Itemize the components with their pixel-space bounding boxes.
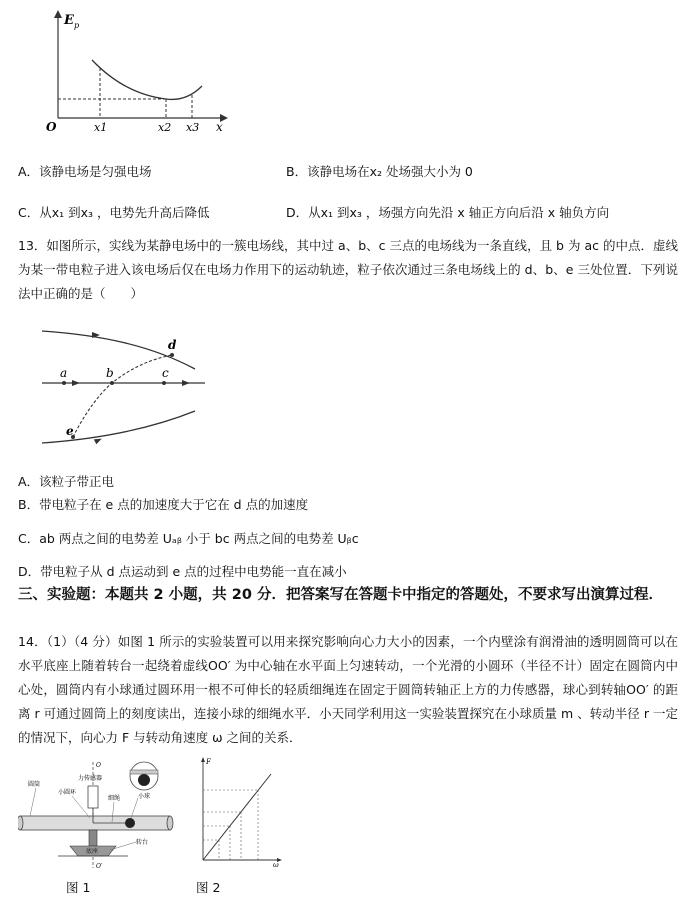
label-base: 底座 [86, 848, 99, 855]
potential-energy-graph [30, 8, 230, 138]
q14-stem: 14．（1）（4 分）如图 1 所示的实验装置可以用来探究影响向心力大小的因素，一个内壁涂有润滑油的透明圆筒可以在水平底座上随着转台一起绕着虚线OO′ 为中心轴在水平面上匀速转动，一个光滑的小圆环（半径不计）固定在圆筒内中心处，圆筒内有小球通过圆环用一根不可伸长的轻质细绳连在固定于圆筒转轴正上方的力传感器，球心到转轴OO′ 的距离 r 可通过圆筒上的刻度读出，连接小球的细绳水平．小天同学利用这一实验装置探究在小球质量 m 、转动半径 r 一定的情况下，向心力 F 与转动角速度 ω 之间的关系． [18, 634, 678, 745]
label-sensor: 力传感器 [78, 775, 103, 782]
q12-option-d: D．从x₁ 到x₃ ，场强方向先沿 x 轴正方向后沿 x 轴负方向 [286, 205, 610, 220]
q12-option-c: C．从x₁ 到x₃ ，电势先升高后降低 [18, 205, 210, 220]
fig2-y-label: F [206, 758, 211, 766]
figure-1-caption: 图 1 [66, 880, 91, 895]
q13-option-d: D．带电粒子从 d 点运动到 e 点的过程中电势能一直在减小 [18, 564, 347, 579]
y-axis-sub: p [74, 21, 80, 30]
tick-x3: x3 [186, 121, 200, 134]
q13-option-c: C．ab 两点之间的电势差 Uₐᵦ 小于 bc 两点之间的电势差 Uᵦc [18, 531, 359, 546]
label-c: c [162, 366, 169, 380]
force-omega-graph [193, 756, 283, 868]
label-e: e [66, 424, 74, 438]
label-b: b [106, 366, 114, 380]
origin-label: O [46, 120, 57, 134]
q12-option-b: B．该静电场在x₂ 处场强大小为 0 [286, 164, 473, 179]
q13-stem: 13．如图所示，实线为某静电场中的一簇电场线，其中过 a、b、c 三点的电场线为一条直线，且 b 为 ac 的中点．虚线为某一带电粒子进入该电场后仅在电场力作用下的运动轨迹，粒子依次通过三条电场线上的 d、b、e 三处位置．下列说法中正确的是（ ） [18, 238, 678, 301]
tick-x2: x2 [158, 121, 172, 134]
label-ball: 小球 [138, 793, 151, 800]
label-d: d [168, 338, 177, 352]
x-axis-label: x [216, 120, 223, 134]
label-turntable: 转台 [136, 839, 149, 846]
section-3-heading: 三、实验题：本题共 2 小题，共 20 分．把答案写在答题卡中指定的答题处，不要求写出演算过程． [18, 587, 663, 603]
q13-option-a: A．该粒子带正电 [18, 474, 115, 489]
y-axis-label: E [64, 13, 74, 28]
label-o-bottom: O′ [96, 863, 103, 870]
q13-option-b: B．带电粒子在 e 点的加速度大于它在 d 点的加速度 [18, 497, 309, 512]
apparatus-figure [18, 758, 178, 870]
q12-option-a: A．该静电场是匀强电场 [18, 164, 152, 179]
figure-2-caption: 图 2 [196, 880, 221, 895]
fig2-x-label: ω [273, 861, 279, 868]
label-string: 细绳 [108, 795, 121, 802]
label-cylinder: 圆筒 [28, 781, 41, 788]
tick-x1: x1 [94, 121, 108, 134]
label-ring: 小圆环 [58, 789, 77, 796]
label-o-top: O [96, 762, 101, 769]
field-lines-figure [40, 325, 210, 455]
label-a: a [60, 366, 68, 380]
